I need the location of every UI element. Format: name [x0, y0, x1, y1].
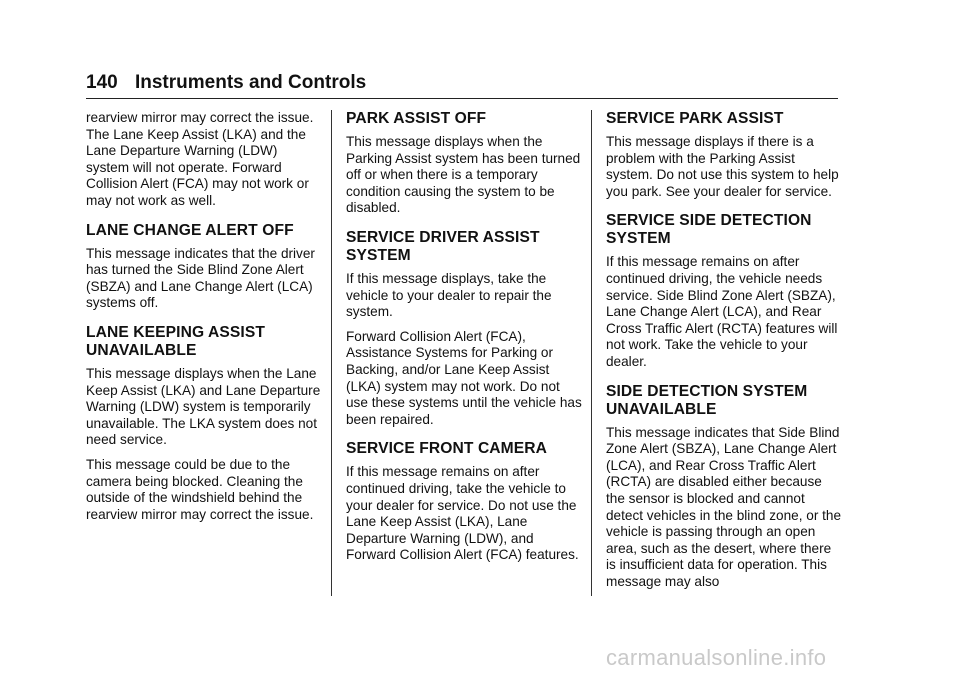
section-heading: LANE CHANGE ALERT OFF	[86, 221, 294, 239]
text-column-3	[606, 110, 842, 598]
page-header	[86, 72, 366, 94]
column-divider-1	[331, 110, 332, 596]
section-heading: SERVICE FRONT CAMERA	[346, 440, 547, 458]
section-heading: LANE KEEPING ASSIST UNAVAILABLE	[86, 323, 265, 359]
section-heading: SERVICE DRIVER ASSIST SYSTEM	[346, 228, 540, 264]
body-paragraph: If this message remains on after continued driving, the vehicle needs service. Side Blind Zone Alert (SBZA), Lane Change Alert (LCA), and Rear Cross Traffic Alert (RCTA) features will not work. Take the vehicle to your dealer.	[606, 254, 838, 369]
body-paragraph: If this message displays, take the vehicle to your dealer to repair the system.	[346, 270, 552, 320]
section-heading: PARK ASSIST OFF	[346, 110, 487, 127]
section-heading: SERVICE SIDE DETECTION SYSTEM	[606, 212, 812, 248]
body-paragraph: This message indicates that the driver has turned the Side Blind Zone Alert (SBZA) and Lane Change Alert (LCA) systems off.	[86, 245, 315, 311]
body-paragraph: This message could be due to the camera being blocked. Cleaning the outside of the windshield behind the rearview mirror may correct the issue.	[86, 456, 314, 522]
body-paragraph: This message displays when the Lane Keep Assist (LKA) and Lane Departure Warning (LDW) system is temporarily unavailable. The LKA system does not need service.	[86, 365, 321, 448]
column-divider-2	[591, 110, 592, 596]
page-number: 140	[86, 72, 118, 93]
body-paragraph: Forward Collision Alert (FCA), Assistance Systems for Parking or Backing, and/or Lane Keep Assist (LKA) system may not work. Do not use these systems until the vehicle has been repaired.	[346, 328, 582, 427]
text-column-1	[86, 110, 322, 531]
text-column-2	[346, 110, 582, 572]
body-paragraph: This message indicates that Side Blind Zone Alert (SBZA), Lane Change Alert (LCA), and Rear Cross Traffic Alert (RCTA) are disabled either because the sensor is blocked and cannot detect vehicles in the blind zone, or the vehicle is passing through an open area, such as the desert, where there is insufficient data for operation. This message may also	[606, 424, 842, 589]
body-paragraph: This message displays if there is a problem with the Parking Assist system. Do not use this system to help you park. See your dealer for service.	[606, 134, 839, 199]
body-paragraph: If this message remains on after continued driving, take the vehicle to your dealer for service. Do not use the Lane Keep Assist (LKA), Lane Departure Warning (LDW), and Forward Collision Alert (FCA) features.	[346, 464, 579, 563]
body-paragraph: This message displays when the Parking Assist system has been turned off or when there is a temporary condition causing the system to be disabled.	[346, 134, 581, 216]
watermark-text: carmanualsonline.info	[606, 645, 827, 670]
section-heading: SIDE DETECTION SYSTEM UNAVAILABLE	[606, 382, 808, 418]
section-title: Instruments and Controls	[134, 72, 367, 93]
body-paragraph: rearview mirror may correct the issue. The Lane Keep Assist (LKA) and the Lane Departure Warning (LDW) system will not operate. Forward Collision Alert (FCA) may not work or may not work as well.	[86, 110, 314, 208]
header-rule	[86, 98, 838, 99]
section-heading: SERVICE PARK ASSIST	[606, 110, 784, 127]
